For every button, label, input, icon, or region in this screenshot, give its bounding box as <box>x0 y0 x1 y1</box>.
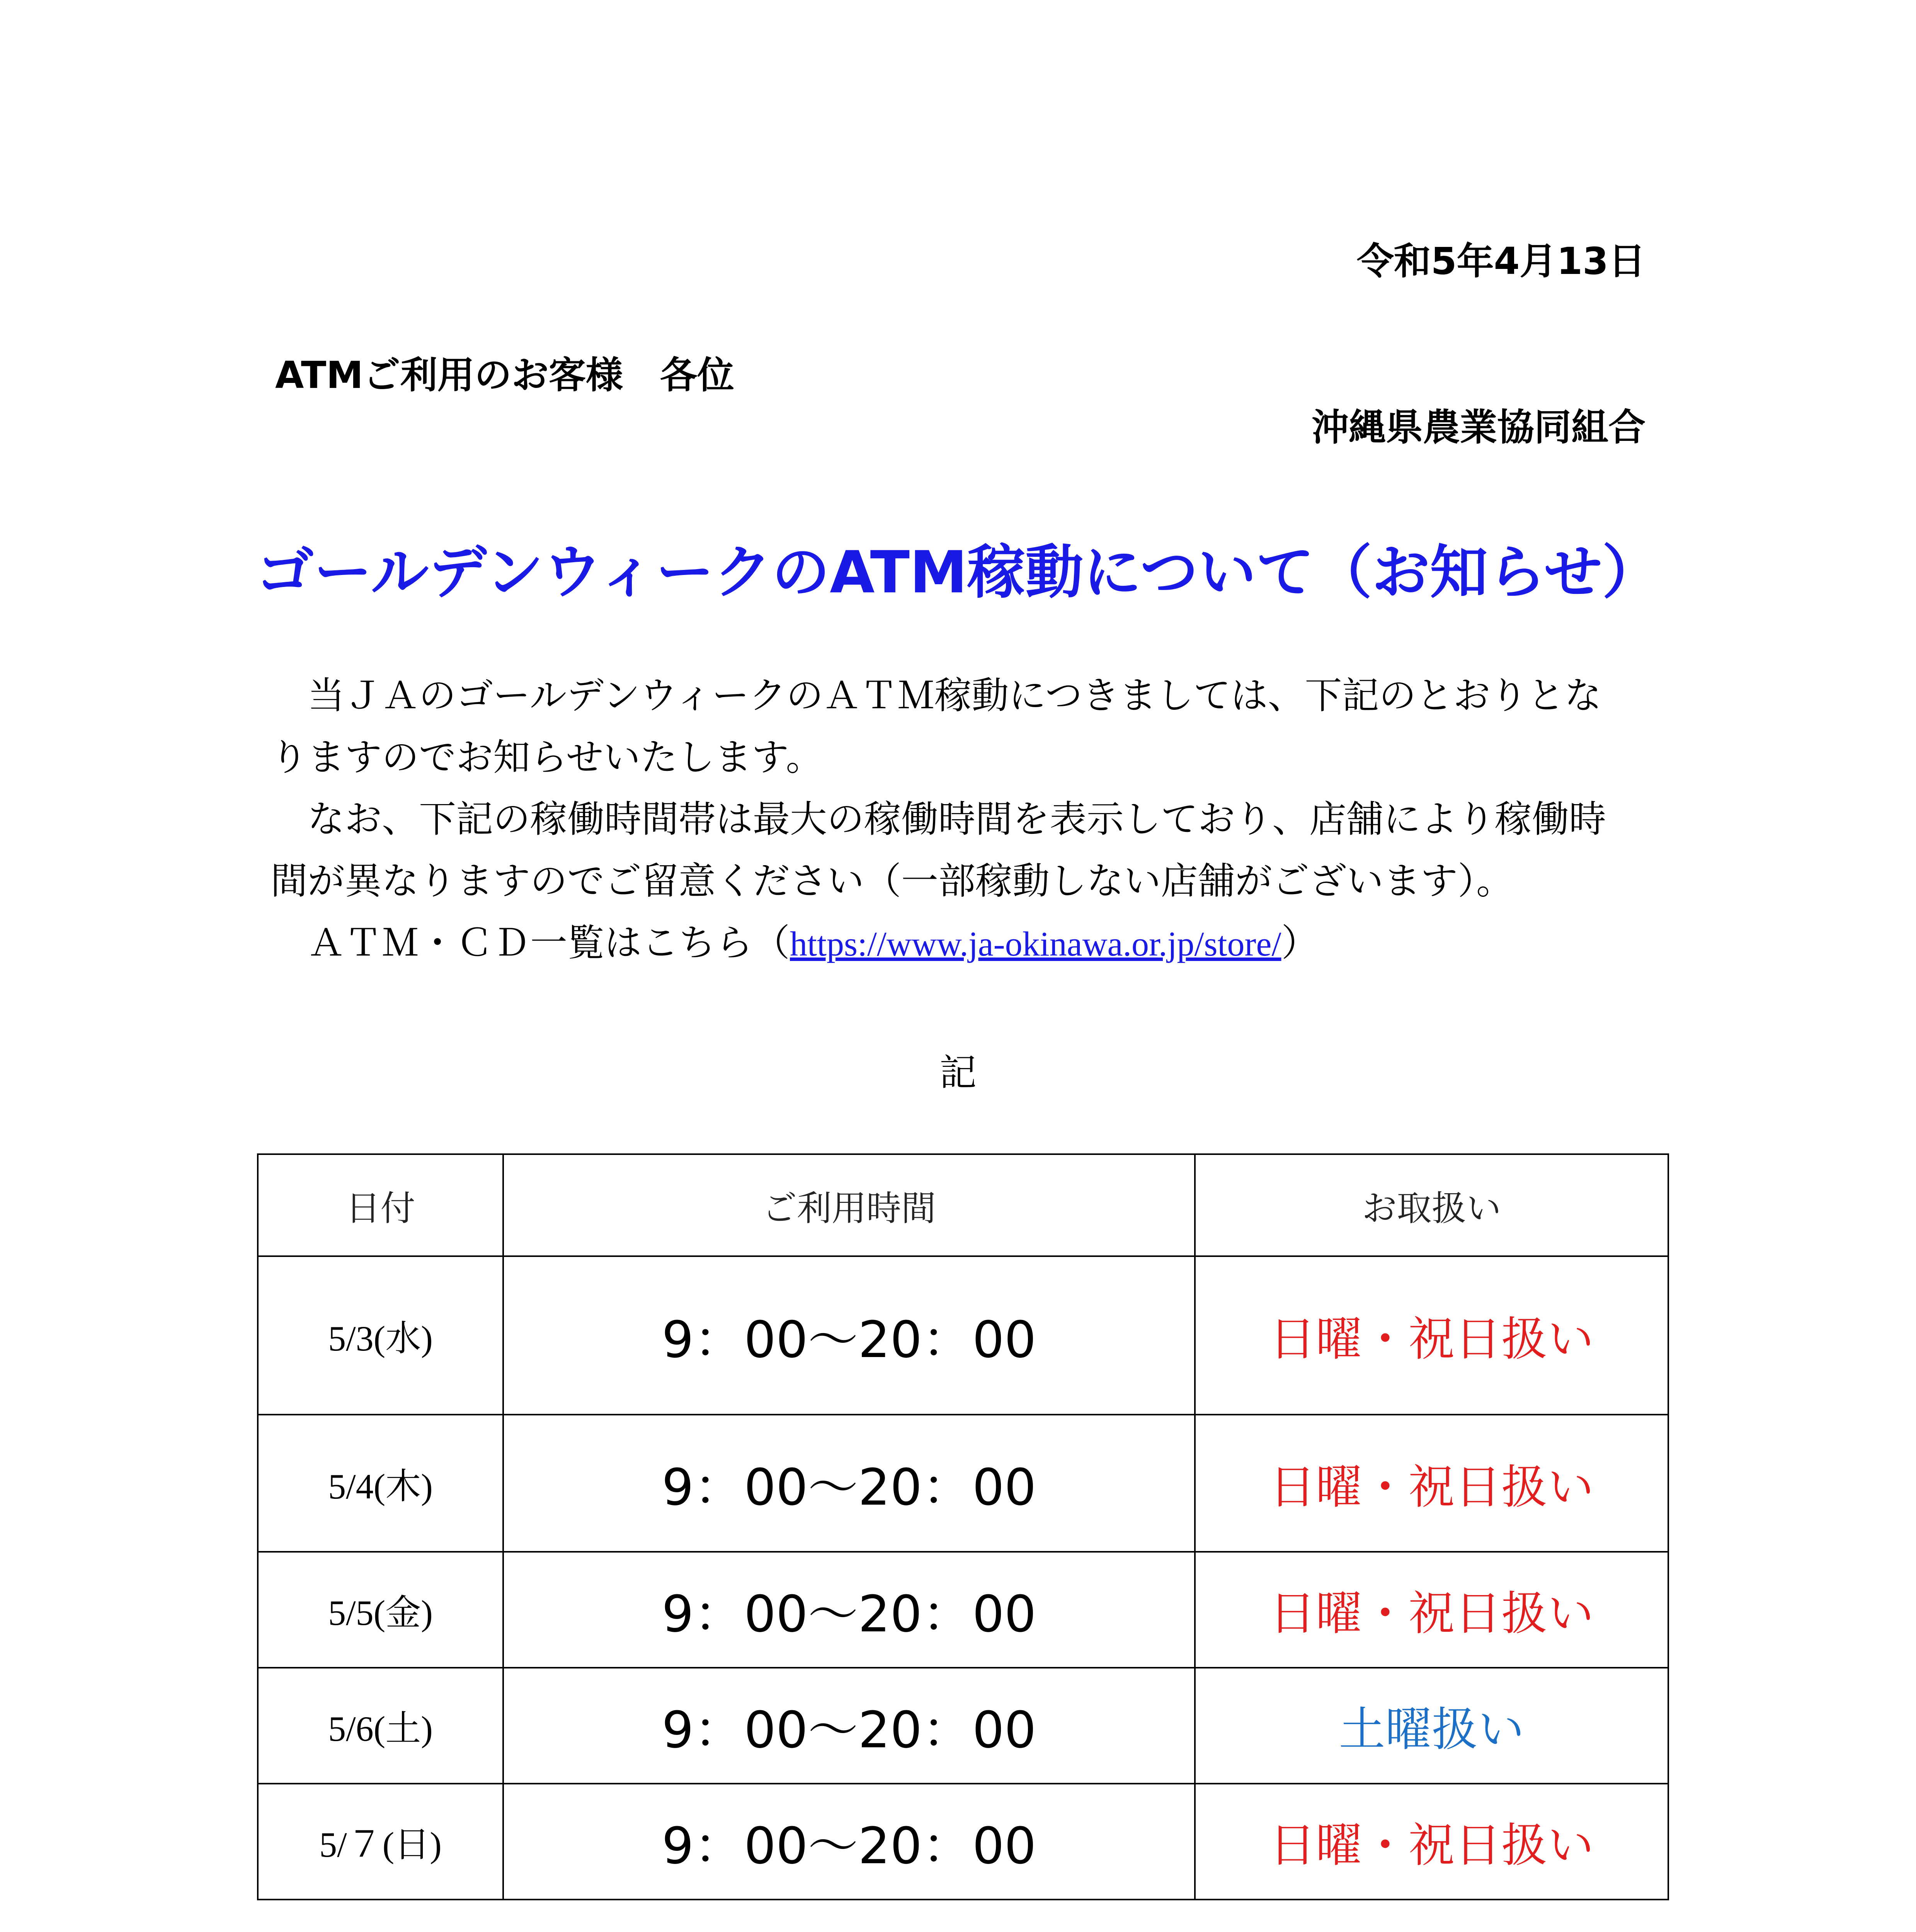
row-date: 5/5(金) <box>258 1552 503 1668</box>
row-date: 5/７(日) <box>258 1784 503 1900</box>
store-list-prefix: ＡＴＭ・ＣＤ一覧はこちら（ <box>271 921 790 964</box>
recipient-line: ATMご利用のお客様 各位 <box>275 354 734 397</box>
row-date: 5/6(土) <box>258 1668 503 1784</box>
store-list-link[interactable]: https://www.ja-okinawa.or.jp/store/ <box>790 925 1281 963</box>
table-row <box>258 1668 1668 1784</box>
body-line: 間が異なりますのでご留意ください（一部稼動しない店舗がございます）。 <box>271 859 1513 903</box>
row-handling: 日曜・祝日扱い <box>1195 1256 1668 1415</box>
row-time: 9：00～20：00 <box>503 1415 1195 1552</box>
atm-schedule-table <box>257 1153 1669 1900</box>
store-list-suffix: ） <box>1281 921 1319 964</box>
table-header-row <box>258 1154 1668 1256</box>
body-line: 当ＪＡのゴールデンウィークのＡＴＭ稼動につきましては、下記のとおりとな <box>271 674 1602 717</box>
header-time: ご利用時間 <box>503 1154 1195 1256</box>
row-handling: 日曜・祝日扱い <box>1195 1784 1668 1900</box>
row-handling: 日曜・祝日扱い <box>1195 1415 1668 1552</box>
row-date: 5/3(水) <box>258 1256 503 1415</box>
row-time: 9：00～20：00 <box>503 1784 1195 1900</box>
row-handling: 土曜扱い <box>1195 1668 1668 1784</box>
notice-title: ゴールデンウィークのATM稼動について（お知らせ） <box>256 539 1660 606</box>
header-date: 日付 <box>258 1154 503 1256</box>
row-time: 9：00～20：00 <box>503 1552 1195 1668</box>
notice-body <box>271 665 1662 975</box>
ki-heading: 記 <box>939 1051 977 1094</box>
header-handling: お取扱い <box>1195 1154 1668 1256</box>
body-line: なお、下記の稼働時間帯は最大の稼働時間を表示しており、店舗により稼働時 <box>271 798 1606 841</box>
row-time: 9：00～20：00 <box>503 1256 1195 1415</box>
table-row <box>258 1784 1668 1900</box>
row-time: 9：00～20：00 <box>503 1668 1195 1784</box>
document-date: 令和5年4月13日 <box>1356 240 1645 283</box>
table-row <box>258 1415 1668 1552</box>
sender-organization: 沖縄県農業協同組合 <box>1312 406 1645 449</box>
table-row <box>258 1256 1668 1415</box>
row-handling: 日曜・祝日扱い <box>1195 1552 1668 1668</box>
body-line: りますのでお知らせいたします。 <box>271 736 823 779</box>
table-row <box>258 1552 1668 1668</box>
row-date: 5/4(木) <box>258 1415 503 1552</box>
store-list-line <box>271 912 1662 975</box>
